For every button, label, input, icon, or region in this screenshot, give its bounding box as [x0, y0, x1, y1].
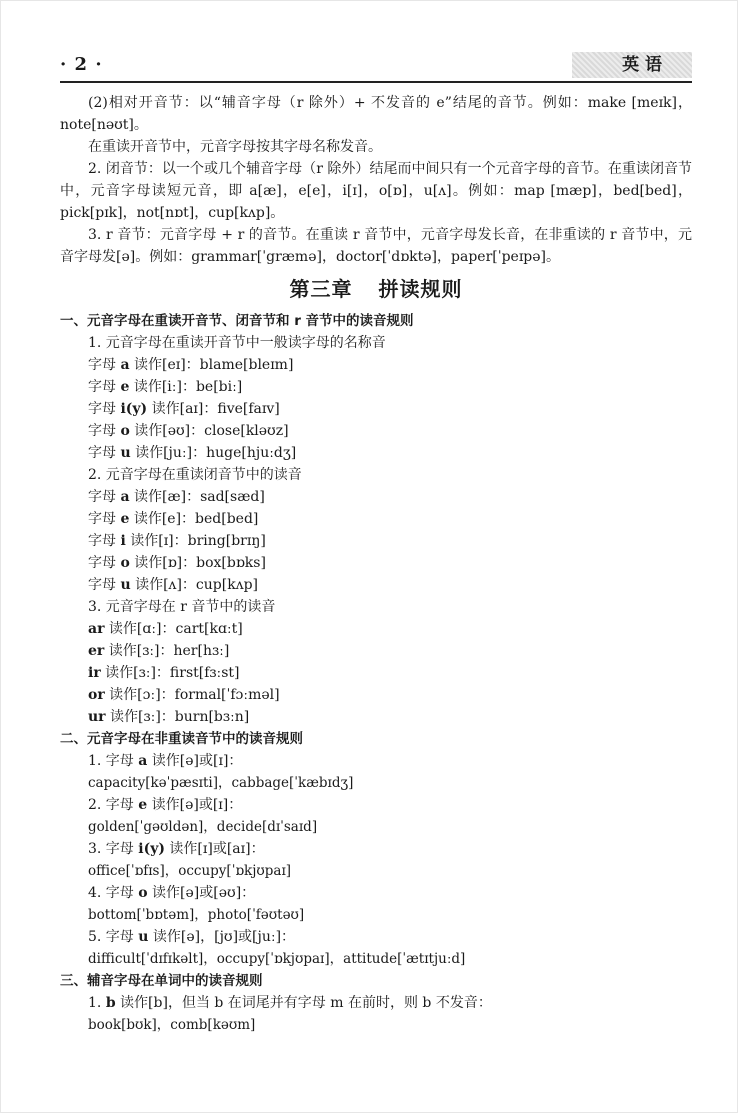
- rule-list: [60, 618, 692, 728]
- rule-list: [60, 486, 692, 596]
- header-rule: [60, 81, 692, 83]
- section-heading: 三、辅音字母在单词中的读音规则: [60, 973, 263, 989]
- section-heading: 二、元音字母在非重读音节中的读音规则: [60, 731, 303, 747]
- rule-line: 字母 i 读作[ɪ]：bring[brɪŋ]: [88, 533, 266, 549]
- rule-list: [60, 354, 692, 464]
- rule-list: [60, 750, 692, 970]
- rule-line: 字母 e 读作[e]：bed[bed]: [88, 511, 259, 527]
- rule-line: 字母 a 读作[æ]：sad[sæd]: [88, 489, 265, 505]
- rule-line: 字母 i(y) 读作[aɪ]：five[faɪv]: [88, 401, 280, 417]
- example-line: bottom[ˈbɒtəm]，photo[ˈfəʊtəʊ]: [88, 907, 305, 923]
- rule-line: 5. 字母 u 读作[ə]，[jʊ]或[juː]：: [88, 929, 296, 945]
- rule-line: 字母 o 读作[əʊ]：close[kləʊz]: [88, 423, 289, 439]
- rule-line: 字母 e 读作[iː]：be[biː]: [88, 379, 243, 395]
- subsection-heading: 3. 元音字母在 r 音节中的读音: [88, 599, 276, 615]
- paragraph-closed-syllable: 2. 闭音节：以一个或几个辅音字母（r 除外）结尾而中间只有一个元音字母的音节。在重读闭音节中，元音字母读短元音，即 a[æ]，e[e]，i[ɪ]，o[ɒ]，u[ʌ]。例如：map [mæp]，bed[bed]，pick[pɪk]，not[nɒt]，cup[kʌp]。: [60, 161, 692, 221]
- paragraph-relative-open-syllable: (2)相对开音节：以“辅音字母（r 除外）+ 不发音的 e”结尾的音节。例如：make [meɪk]，note[nəʊt]。: [60, 95, 692, 133]
- rule-line: 3. 字母 i(y) 读作[ɪ]或[aɪ]：: [88, 841, 265, 857]
- rule-line: 字母 a 读作[eɪ]：blame[bleɪm]: [88, 357, 294, 373]
- rule-line: 字母 u 读作[juː]：huge[hjuːdʒ]: [88, 445, 297, 461]
- rule-line: ur 读作[ɜː]：burn[bɜːn]: [88, 709, 250, 725]
- chapter-name: 拼读规则: [378, 277, 463, 301]
- subsection-heading: 2. 元音字母在重读闭音节中的读音: [88, 467, 302, 483]
- example-line: capacity[kəˈpæsɪti]，cabbage[ˈkæbɪdʒ]: [88, 775, 354, 791]
- example-line: office[ˈɒfɪs]，occupy[ˈɒkjʊpaɪ]: [88, 863, 292, 879]
- example-line: book[bʊk]，comb[kəʊm]: [88, 1017, 256, 1033]
- page-number: · 2 ·: [60, 54, 103, 75]
- rule-line: or 读作[ɔː]：formal[ˈfɔːməl]: [88, 687, 280, 703]
- rule-line: 4. 字母 o 读作[ə]或[əʊ]：: [88, 885, 256, 901]
- rule-line: ir 读作[ɜː]：first[fɜːst]: [88, 665, 240, 681]
- example-line: golden[ˈgəʊldən]，decide[dɪˈsaɪd]: [88, 819, 318, 835]
- subsection-heading: 1. 元音字母在重读开音节中一般读字母的名称音: [88, 335, 386, 351]
- page-header: [60, 52, 692, 80]
- chapter-number: 第三章: [289, 277, 353, 301]
- rule-line: er 读作[ɜː]：her[hɜː]: [88, 643, 230, 659]
- rule-line: ar 读作[ɑː]：cart[kɑːt]: [88, 621, 243, 637]
- rule-line: 字母 u 读作[ʌ]：cup[kʌp]: [88, 577, 259, 593]
- paragraph-r-syllable: 3. r 音节：元音字母 + r 的音节。在重读 r 音节中，元音字母发长音，在非重读的 r 音节中，元音字母发[ə]。例如：grammar[ˈgræmə]，doctor[ˈdɒktə]，paper[ˈpeɪpə]。: [60, 227, 692, 265]
- rule-line: 1. b 读作[b]，但当 b 在词尾并有字母 m 在前时，则 b 不发音：: [88, 995, 492, 1011]
- subject-tab: 英 语: [572, 52, 692, 78]
- rule-line: 字母 o 读作[ɒ]：box[bɒks]: [88, 555, 266, 571]
- example-line: difficult[ˈdɪfɪkəlt]，occupy[ˈɒkjʊpaɪ]，attitude[ˈætɪtjuːd]: [88, 951, 466, 967]
- section-heading: 一、元音字母在重读开音节、闭音节和 r 音节中的读音规则: [60, 313, 414, 329]
- chapter-title: [60, 274, 692, 304]
- rule-line: 2. 字母 e 读作[ə]或[ɪ]：: [88, 797, 243, 813]
- page-content: [60, 92, 692, 1036]
- paragraph-open-syllable-rule: 在重读开音节中，元音字母按其字母名称发音。: [88, 139, 382, 155]
- rule-line: 1. 字母 a 读作[ə]或[ɪ]：: [88, 753, 243, 769]
